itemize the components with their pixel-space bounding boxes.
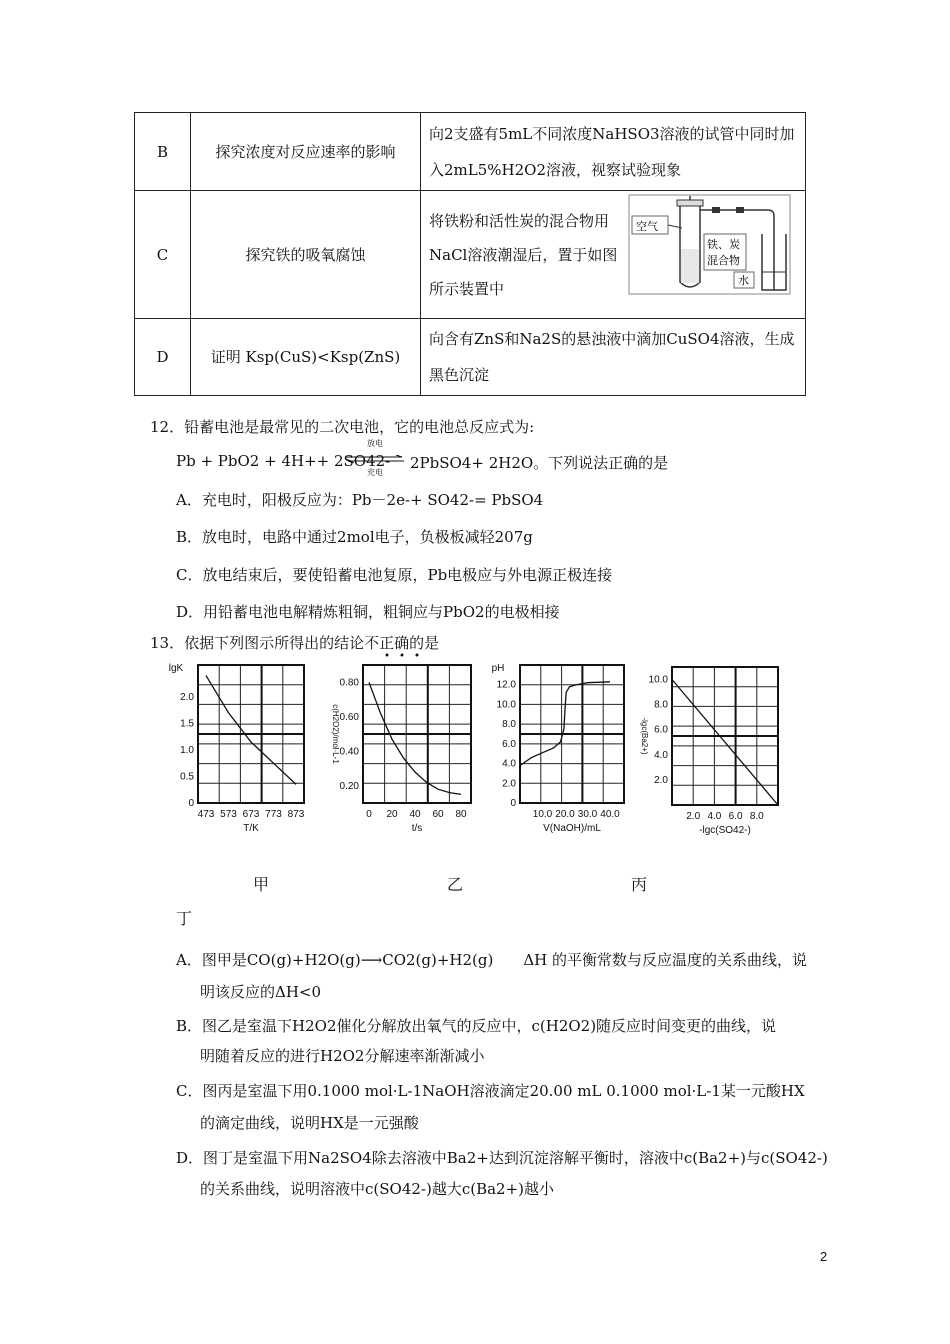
arrow-bottom-label: 充电 — [367, 468, 383, 477]
y-tick-label: 0.5 — [180, 771, 194, 783]
water-label: 水 — [738, 274, 749, 287]
y-tick-label: 0 — [188, 798, 194, 809]
x-tick-label: 20 — [386, 809, 398, 820]
y-tick-label: 10.0 — [648, 674, 668, 686]
x-tick-label: 673 — [242, 809, 260, 820]
x-tick-label: 773 — [265, 809, 282, 820]
x-tick-label: 20.0 — [555, 809, 575, 820]
x-tick-label: 30.0 — [577, 809, 598, 820]
q12-equation-left: Pb + PbO2 + 4H++ 2SO42- — [176, 452, 391, 470]
y-tick-label: 0.40 — [339, 746, 359, 758]
y-axis-label: pH — [491, 663, 505, 674]
row-label: B — [135, 113, 191, 191]
y-tick-label: 0 — [510, 798, 516, 809]
caption-ding: 丁 — [176, 909, 193, 928]
x-tick-label: 873 — [287, 809, 305, 820]
row-label: D — [135, 319, 191, 396]
y-axis-label: c(H2O2)/mol·L-1 — [331, 704, 340, 764]
x-tick-label: 0 — [366, 809, 372, 820]
x-tick-label: 10.0 — [532, 809, 553, 820]
q13-option-d-2: 的关系曲线，说明溶液中c(SO42-)越大c(Ba2+)越小 — [200, 1180, 555, 1198]
x-tick-label: 40 — [409, 809, 421, 820]
q13-stem: 13．依据下列图示所得出的结论不正确的是 — [150, 634, 440, 652]
y-tick-label: 0.60 — [339, 711, 359, 723]
row-purpose: 探究浓度对反应速率的影响 — [191, 113, 421, 191]
row-label: C — [135, 191, 191, 319]
y-tick-label: 1.5 — [180, 718, 194, 730]
row-method: 向含有ZnS和Na2S的悬浊液中滴加CuSO4溶液，生成黑色沉淀 — [421, 319, 806, 396]
y-tick-label: 2.0 — [654, 774, 668, 786]
mixture-label-2: 混合物 — [707, 254, 740, 267]
x-axis-label: V(NaOH)/mL — [543, 823, 601, 834]
q12-equation-right: 2PbSO4+ 2H2O。下列说法正确的是 — [410, 454, 669, 472]
air-label: 空气 — [636, 220, 658, 233]
caption-jia: 甲 — [253, 875, 270, 894]
y-tick-label: 0.20 — [339, 780, 359, 792]
y-tick-label: 8.0 — [502, 719, 516, 731]
x-tick-label: 4.0 — [707, 811, 722, 822]
y-tick-label: 2.0 — [502, 778, 516, 790]
y-tick-label: 2.0 — [180, 691, 194, 703]
q13-option-a-1: A．图甲是CO(g)+H2O(g)⟶CO2(g)+H2(g) ΔH 的平衡常数与反应温度的关系曲线，说 — [176, 951, 808, 969]
x-axis-label: t/s — [411, 823, 423, 834]
y-tick-label: 4.0 — [654, 749, 668, 761]
x-tick-label: 80 — [455, 809, 467, 820]
q13-option-c-1: C．图丙是室温下用0.1000 mol·L-1NaOH溶液滴定20.00 mL 0.1000 mol·L-1某一元酸HX — [176, 1082, 805, 1100]
x-axis-label: -lgc(SO42-) — [699, 825, 751, 836]
x-tick-label: 6.0 — [728, 811, 743, 822]
y-tick-label: 12.0 — [496, 679, 516, 691]
x-tick-label: 40.0 — [600, 809, 620, 820]
y-axis-label: lgK — [168, 663, 184, 674]
series-line — [369, 682, 461, 794]
caption-yi: 乙 — [447, 875, 464, 894]
y-tick-label: 8.0 — [654, 699, 668, 711]
y-tick-label: 4.0 — [502, 758, 516, 770]
mixture-label-1: 铁、炭 — [707, 238, 740, 251]
row-purpose: 探究铁的吸氧腐蚀 — [191, 191, 421, 319]
x-tick-label: 573 — [220, 809, 237, 820]
arrow-top-label: 放电 — [367, 439, 383, 448]
q12-stem: 12．铅蓄电池是最常见的二次电池，它的电池总反应式为: — [150, 418, 535, 436]
x-axis-label: T/K — [243, 823, 259, 834]
y-tick-label: 10.0 — [496, 699, 516, 711]
y-tick-label: 6.0 — [502, 738, 516, 750]
q13-option-a-2: 明该反应的ΔH<0 — [200, 983, 322, 1001]
q13-option-d-1: D．图丁是室温下用Na2SO4除去溶液中Ba2+达到沉淀溶解平衡时，溶液中c(Ba2+)与c(SO42-) — [176, 1149, 828, 1167]
y-tick-label: 1.0 — [180, 744, 194, 756]
row-method: 向2支盛有5mL不同浓度NaHSO3溶液的试管中同时加入2mL5%H2O2溶液，视察试验现象 — [421, 113, 806, 191]
x-tick-label: 8.0 — [749, 811, 764, 822]
q13-option-c-2: 的滴定曲线，说明HX是一元强酸 — [200, 1114, 419, 1132]
q12-option-c: C．放电结束后，要使铅蓄电池复原，Pb电极应与外电源正极连接 — [176, 566, 613, 584]
page-number: 2 — [820, 1249, 828, 1264]
y-tick-label: 6.0 — [654, 724, 668, 736]
row-method: 将铁粉和活性炭的混合物用NaCl溶液潮湿后，置于如图所示装置中 — [429, 211, 618, 298]
q12-option-d: D．用铅蓄电池电解精炼粗铜，粗铜应与PbO2的电极相接 — [176, 603, 560, 621]
q12-option-a: A．充电时，阳极反应为：Pb－2e-+ SO42-= PbSO4 — [176, 491, 544, 509]
x-tick-label: 60 — [432, 809, 444, 820]
q13-option-b-1: B．图乙是室温下H2O2催化分解放出氧气的反应中，c(H2O2)随反应时间变更的曲线，说 — [176, 1017, 777, 1035]
y-tick-label: 0.80 — [339, 677, 359, 689]
caption-bing: 丙 — [631, 875, 648, 894]
x-tick-label: 2.0 — [686, 811, 701, 822]
y-axis-label: -lgc(Ba2+) — [640, 717, 649, 755]
row-purpose: 证明 Ksp(CuS)<Ksp(ZnS) — [191, 319, 421, 396]
x-tick-label: 473 — [197, 809, 215, 820]
q13-option-b-2: 明随着反应的进行H2O2分解速率渐渐减小 — [200, 1047, 485, 1065]
q12-option-b: B．放电时，电路中通过2mol电子，负极板减轻207g — [176, 528, 533, 546]
series-line — [672, 680, 778, 806]
